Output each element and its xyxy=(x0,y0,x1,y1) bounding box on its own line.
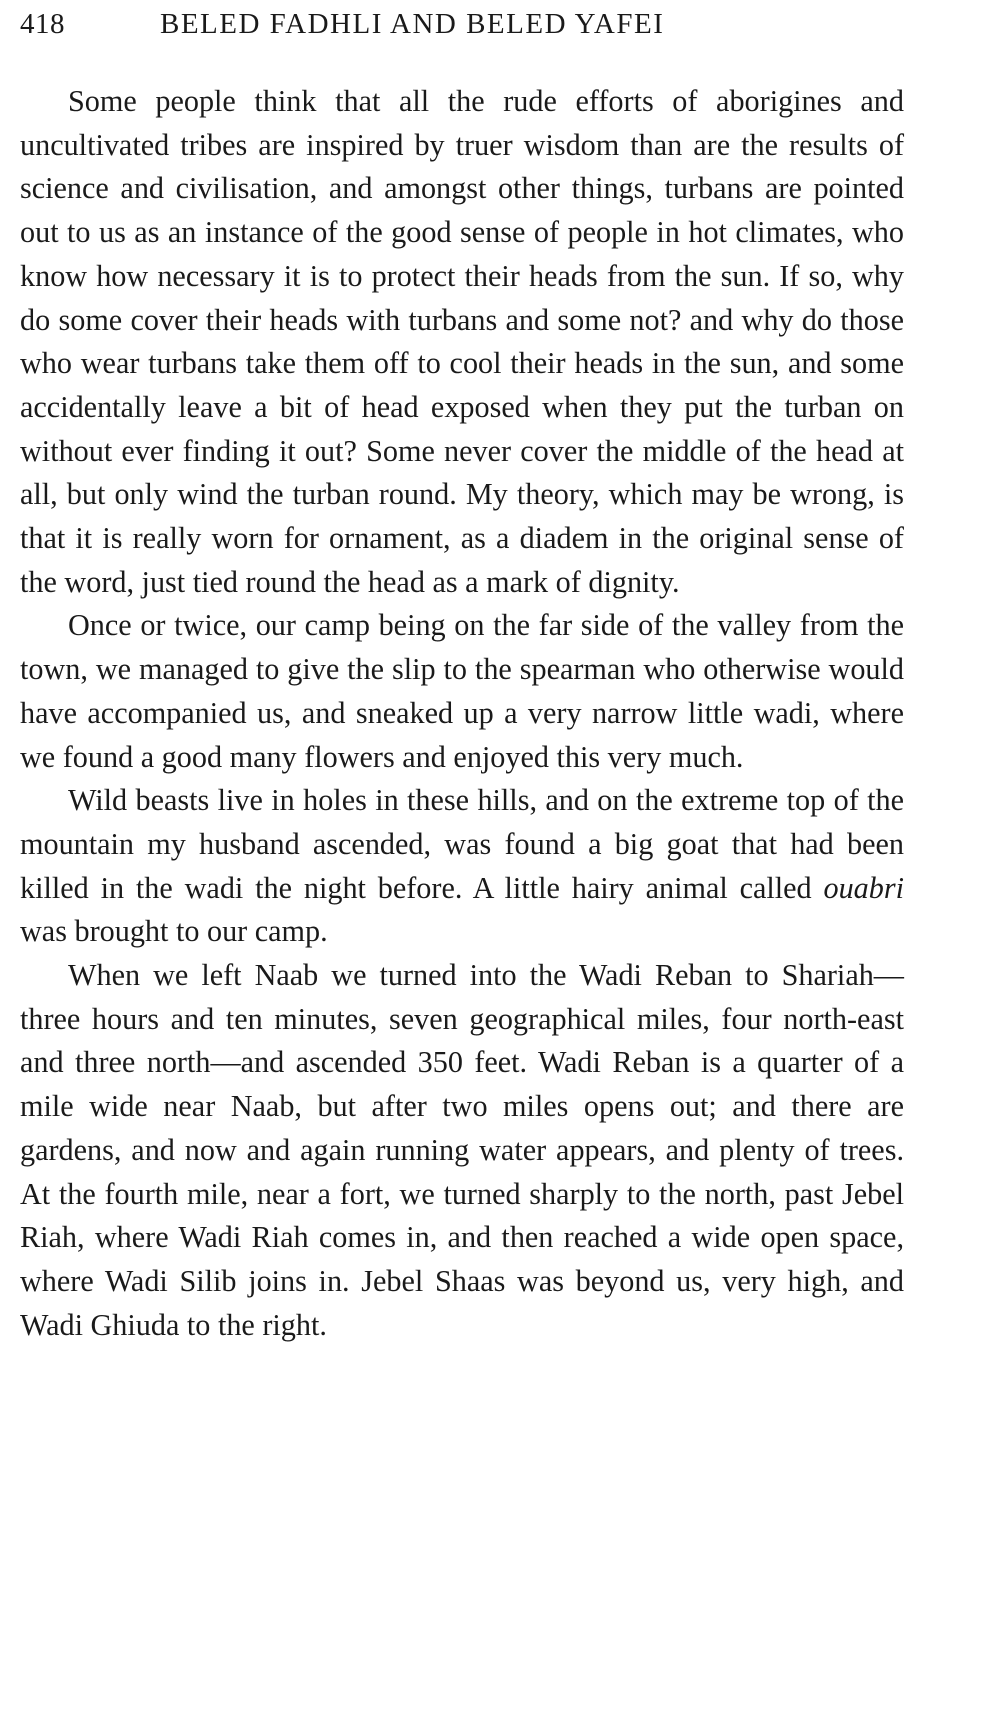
paragraph-turbans xyxy=(20,80,904,604)
paragraph-text: When we left Naab we turned into the Wadi Reban to Shariah—three hours and ten minutes, seven geographical miles, four north-east and three north—and ascended 350 feet. Wadi Reban is a quarter of a mile wide near Naab, but after two miles opens out; and there are gardens, and now and again running water appears, and plenty of trees. At the fourth mile, near a fort, we turned sharply to the north, past Jebel Riah, where Wadi Riah comes in, and then reached a wide open space, where Wadi Silib joins in. Jebel Shaas was beyond us, very high, and Wadi Ghiuda to the right. xyxy=(20,958,904,1342)
paragraph-wild-beasts xyxy=(20,779,904,954)
paragraph-text-before: Wild beasts live in holes in these hills, and on the extreme top of the mountain my husband ascended, was found a big goat that had been killed in the wadi the night before. A little hairy animal called xyxy=(20,783,904,905)
paragraph-text-after: was brought to our camp. xyxy=(20,914,328,949)
body-text xyxy=(20,80,904,1347)
book-page xyxy=(20,8,904,1347)
paragraph-wadi-reban xyxy=(20,954,904,1347)
running-head: BELED FADHLI AND BELED YAFEI xyxy=(160,8,665,40)
paragraph-text: Once or twice, our camp being on the far side of the valley from the town, we managed to give the slip to the spearman who otherwise would have accompanied us, and sneaked up a very narrow little wadi, where we found a good many flowers and enjoyed this very much. xyxy=(20,608,904,774)
paragraph-text: Some people think that all the rude efforts of aborigines and uncultivated tribes are inspired by truer wisdom than are the results of science and civilisation, and amongst other things, turbans are pointed out to us as an instance of the good sense of people in hot climates, who know how necessary it is to protect their heads from the sun. If so, why do some cover their heads with turbans and some not? and why do those who wear turbans take them off to cool their heads in the sun, and some accidentally leave a bit of head exposed when they put the turban on without ever finding it out? Some never cover the middle of the head at all, but only wind the turban round. My theory, which may be wrong, is that it is really worn for ornament, as a diadem in the original sense of the word, just tied round the head as a mark of dignity. xyxy=(20,84,904,599)
paragraph-camp xyxy=(20,604,904,779)
page-header xyxy=(20,8,904,52)
page-number: 418 xyxy=(20,8,65,40)
italic-term: ouabri xyxy=(823,870,904,905)
